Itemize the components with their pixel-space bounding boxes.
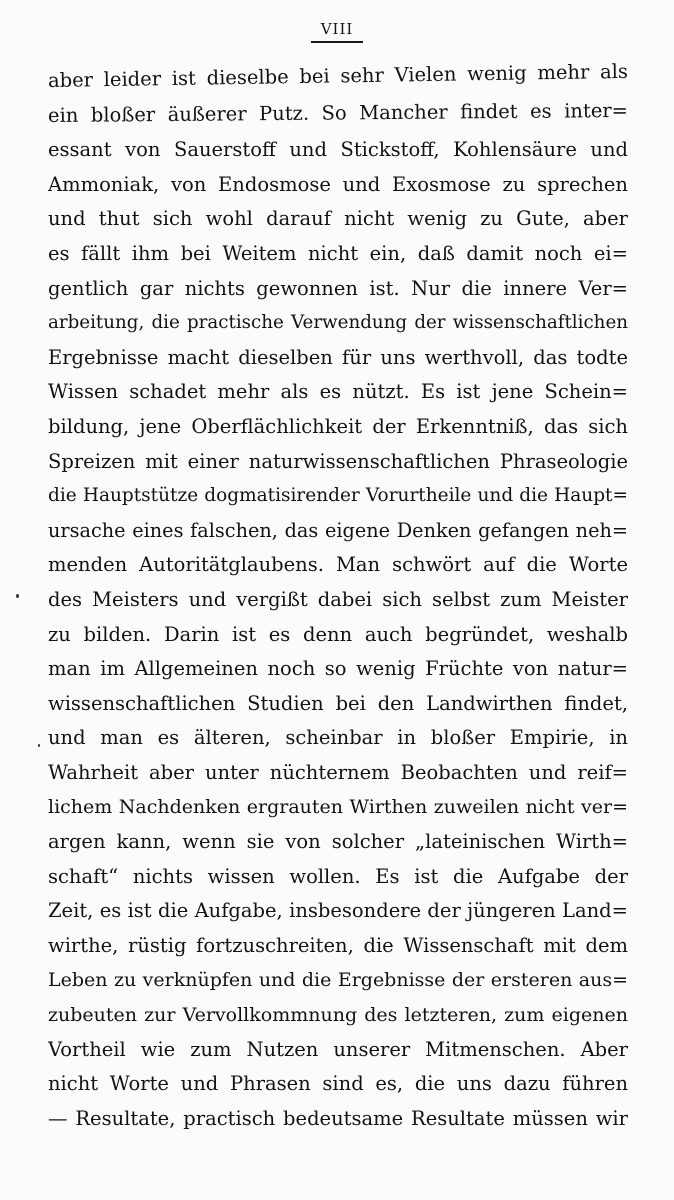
text-line-21: Wahrheit aber unter nüchternem Beobachten und reif= <box>48 760 628 784</box>
text-line-31: — Resultate, practisch bedeutsame Resultate müssen wir <box>48 1106 628 1130</box>
text-line-29: Vortheil wie zum Nutzen unserer Mitmenschen. Aber <box>48 1037 628 1061</box>
text-line-4: Ammoniak, von Endosmose und Exosmose zu sprechen <box>48 172 628 196</box>
text-line-26: wirthe, rüstig fortzuschreiten, die Wissenschaft mit dem <box>48 933 628 957</box>
text-line-25: Zeit, es ist die Aufgabe, insbesondere der jüngeren Land= <box>48 899 628 923</box>
print-speck <box>38 744 40 747</box>
text-line-14: ursache eines falschen, das eigene Denken gefangen neh= <box>48 518 628 542</box>
body-text <box>47 59 629 1136</box>
text-line-19: wissenschaftlichen Studien bei den Landwirthen findet, <box>48 691 628 715</box>
text-line-1: aber leider ist dieselbe bei sehr Vielen wenig mehr als <box>47 59 629 92</box>
text-line-24: schaft“ nichts wissen wollen. Es ist die Aufgabe der <box>48 864 628 888</box>
text-line-20: und man es älteren, scheinbar in bloßer Empirie, in <box>48 726 628 750</box>
text-line-28: zubeuten zur Vervollkommnung des letzteren, zum eigenen <box>48 1004 628 1027</box>
text-line-10: Wissen schadet mehr als es nützt. Es ist jene Schein= <box>48 380 628 404</box>
text-line-5: und thut sich wohl darauf nicht wenig zu Gute, aber <box>48 207 628 231</box>
text-line-8: arbeitung, die practische Verwendung der wissenschaftlichen <box>48 312 628 334</box>
text-line-11: bildung, jene Oberflächlichkeit der Erkenntniß, das sich <box>48 414 628 438</box>
text-line-6: es fällt ihm bei Weitem nicht ein, daß damit noch ei= <box>48 241 628 265</box>
text-line-15: menden Autoritätglaubens. Man schwört auf die Worte <box>48 553 628 577</box>
text-line-2: ein bloßer äußerer Putz. So Mancher findet es inter= <box>47 98 629 127</box>
text-line-13: die Hauptstütze dogmatisirender Vorurtheile und die Haupt= <box>48 485 628 507</box>
page-number: VIII <box>311 20 364 43</box>
text-line-7: gentlich gar nichts gewonnen ist. Nur die innere Ver= <box>48 276 628 300</box>
text-line-16: des Meisters und vergißt dabei sich selbst zum Meister <box>48 587 628 611</box>
text-line-12: Spreizen mit einer naturwissenschaftlichen Phraseologie <box>48 449 628 473</box>
text-line-27: Leben zu verknüpfen und die Ergebnisse der ersteren aus= <box>48 969 628 992</box>
text-line-18: man im Allgemeinen noch so wenig Früchte von natur= <box>48 657 628 681</box>
text-line-22: lichem Nachdenken ergrauten Wirthen zuweilen nicht ver= <box>48 796 628 819</box>
text-line-17: zu bilden. Darin ist es denn auch begründet, weshalb <box>48 622 628 646</box>
text-line-23: argen kann, wenn sie von solcher „lateinischen Wirth= <box>48 830 628 854</box>
text-line-3: essant von Sauerstoff und Stickstoff, Kohlensäure und <box>48 138 628 162</box>
page-header <box>0 20 674 43</box>
text-line-9: Ergebnisse macht dieselben für uns werthvoll, das todte <box>48 345 628 369</box>
text-line-30: nicht Worte und Phrasen sind es, die uns dazu führen <box>48 1072 628 1096</box>
print-speck <box>16 594 19 598</box>
